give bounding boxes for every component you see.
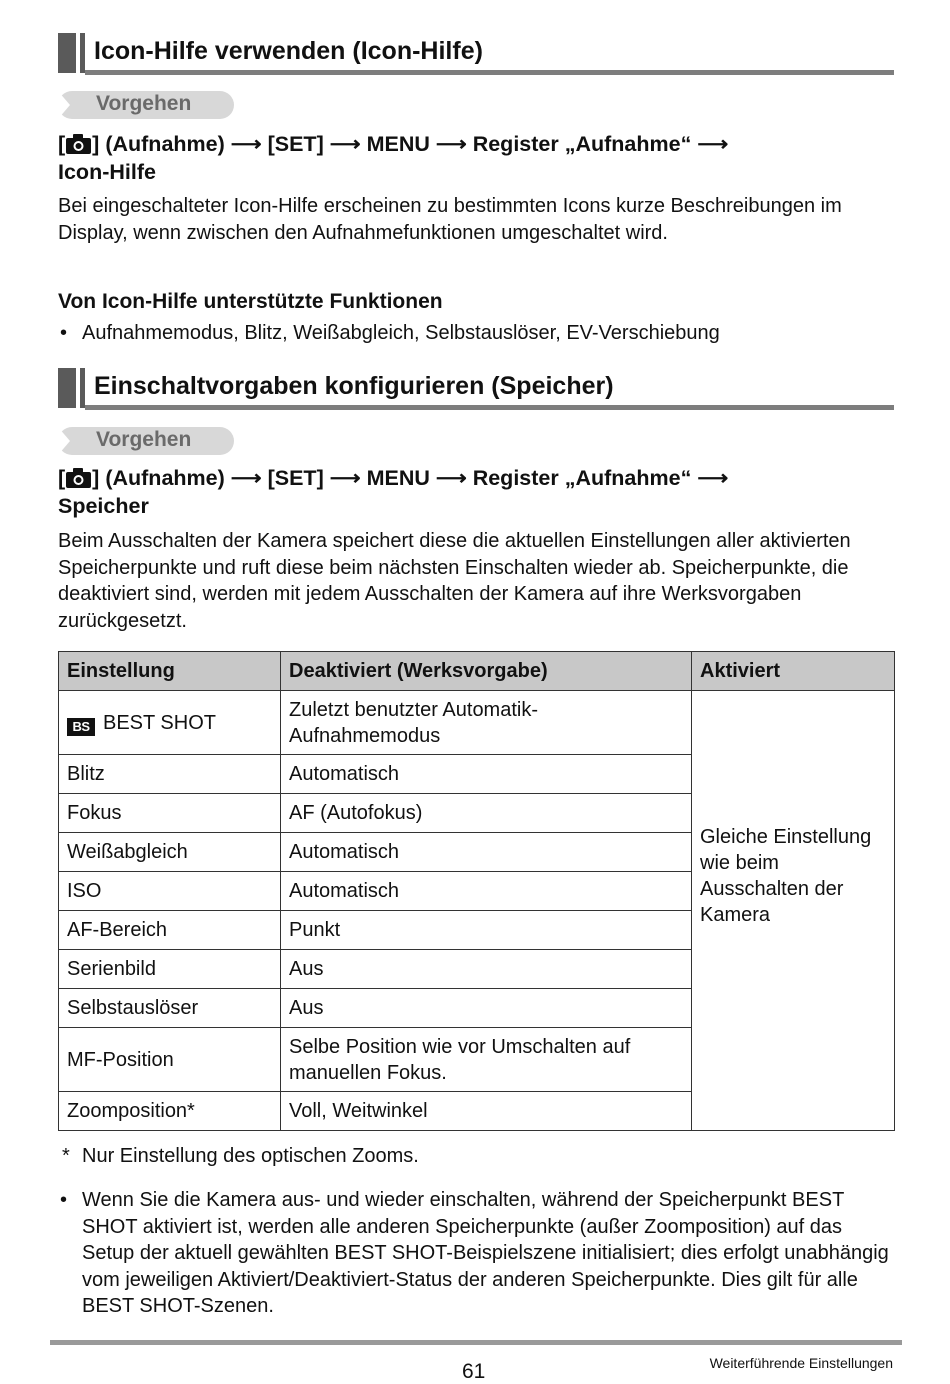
table-cell: Serienbild — [59, 950, 281, 989]
table-header-row — [59, 652, 895, 691]
path-step: Register „Aufnahme“ — [472, 132, 692, 156]
table-cell: Blitz — [59, 755, 281, 794]
note-item — [58, 1187, 894, 1320]
path-step: (Aufnahme) — [105, 466, 225, 490]
menu-path: [ ] (Aufnahme) ⟶ [SET] ⟶ MENU ⟶ Register „Aufnahme“ ⟶ Icon-Hilfe — [58, 132, 729, 184]
procedure-badge — [58, 427, 234, 455]
section-description: Bei eingeschalteter Icon-Hilfe erscheinen zu bestimmten Icons kurze Beschreibungen im Display, wenn zwischen den Aufnahmefunktionen umgeschaltet wird. — [58, 195, 842, 244]
arrow-right-icon: ⟶ — [435, 466, 467, 490]
table-cell: Automatisch — [281, 833, 692, 872]
arrow-right-icon: ⟶ — [230, 466, 262, 490]
arrow-right-icon: ⟶ — [435, 132, 467, 156]
path-step: MENU — [366, 466, 430, 490]
table-cell: ISO — [59, 872, 281, 911]
table-cell: Fokus — [59, 794, 281, 833]
table-cell: AF-Bereich — [59, 911, 281, 950]
settings-table — [58, 651, 895, 1131]
path-step: (Aufnahme) — [105, 132, 225, 156]
list-item-text: Aufnahmemodus, Blitz, Weißabgleich, Selbstauslöser, EV-Verschiebung — [82, 322, 720, 344]
list-item — [58, 320, 894, 347]
table-cell-activated: Gleiche Einstellung wie beim Ausschalten der Kamera — [692, 691, 895, 1131]
section-description: Beim Ausschalten der Kamera speichert diese die aktuellen Einstellungen aller aktivierten Speicherpunkte und ruft diese beim nächsten Einschalten wieder ab. Speicherpunkte, die deaktiviert sind, werden mit jedem Ausschalten der Kamera auf ihre Werksvorgaben zurückgesetzt. — [58, 530, 851, 632]
bullet-mark: • — [60, 322, 68, 344]
table-cell: Selbstauslöser — [59, 989, 281, 1028]
procedure-badge — [58, 91, 234, 119]
arrow-right-icon: ⟶ — [230, 132, 262, 156]
path-step: Speicher — [58, 494, 149, 518]
subheading: Von Icon-Hilfe unterstützte Funktionen — [58, 290, 443, 313]
table-cell: BS BEST SHOT — [59, 691, 281, 755]
section-title: Icon-Hilfe verwenden (Icon-Hilfe) — [94, 37, 483, 65]
table-cell: Automatisch — [281, 872, 692, 911]
footnote — [58, 1143, 894, 1170]
path-step: Register „Aufnahme“ — [472, 466, 692, 490]
procedure-label: Vorgehen — [96, 428, 192, 451]
path-step: MENU — [366, 132, 430, 156]
table-cell: Voll, Weitwinkel — [281, 1092, 692, 1131]
arrow-right-icon: ⟶ — [329, 466, 361, 490]
procedure-label: Vorgehen — [96, 92, 192, 115]
table-row — [59, 691, 895, 755]
table-cell: Automatisch — [281, 755, 692, 794]
path-step: [SET] — [267, 132, 324, 156]
footer-divider — [50, 1340, 902, 1345]
menu-path: [ ] (Aufnahme) ⟶ [SET] ⟶ MENU ⟶ Register „Aufnahme“ ⟶ Speicher — [58, 466, 729, 518]
best-shot-icon: BS — [67, 718, 95, 736]
column-header: Aktiviert — [692, 652, 895, 691]
page-number: 61 — [462, 1360, 486, 1383]
arrow-right-icon: ⟶ — [697, 466, 729, 490]
table-cell: Weißabgleich — [59, 833, 281, 872]
bullet-mark: • — [60, 1189, 68, 1211]
footer-section-name: Weiterführende Einstellungen — [709, 1355, 893, 1371]
camera-icon — [65, 133, 92, 155]
note-text: Wenn Sie die Kamera aus- und wieder einschalten, während der Speicherpunkt BEST SHOT aktiviert ist, werden alle anderen Speicherpunkte (außer Zoomposition) auf das Setup der aktuell gewählten BEST SHOT-Beispielszene initialisiert; dies erfolgt unabhängig vom jeweiligen Aktiviert/Deaktiviert-Status der anderen Speicherpunkte. Dies gilt für alle BEST SHOT-Szenen. — [82, 1189, 889, 1317]
footnote-text: Nur Einstellung des optischen Zooms. — [82, 1145, 419, 1167]
table-cell: MF-Position — [59, 1028, 281, 1092]
column-header: Einstellung — [59, 652, 281, 691]
table-cell: Aus — [281, 950, 692, 989]
arrow-right-icon: ⟶ — [329, 132, 361, 156]
camera-icon — [65, 467, 92, 489]
table-cell: Zoomposition* — [59, 1092, 281, 1131]
path-step: Icon-Hilfe — [58, 160, 156, 184]
column-header: Deaktiviert (Werksvorgabe) — [281, 652, 692, 691]
section-header-speicher — [58, 368, 894, 410]
section-title: Einschaltvorgaben konfigurieren (Speicher) — [94, 372, 614, 400]
arrow-right-icon: ⟶ — [697, 132, 729, 156]
table-cell: Zuletzt benutzter Automatik-Aufnahmemodus — [281, 691, 692, 755]
table-cell: AF (Autofokus) — [281, 794, 692, 833]
footnote-mark: * — [62, 1145, 70, 1167]
table-cell: Selbe Position wie vor Umschalten auf manuellen Fokus. — [281, 1028, 692, 1092]
section-header-icon-hilfe — [58, 33, 894, 75]
table-cell: Aus — [281, 989, 692, 1028]
path-step: [SET] — [267, 466, 324, 490]
table-cell: Punkt — [281, 911, 692, 950]
